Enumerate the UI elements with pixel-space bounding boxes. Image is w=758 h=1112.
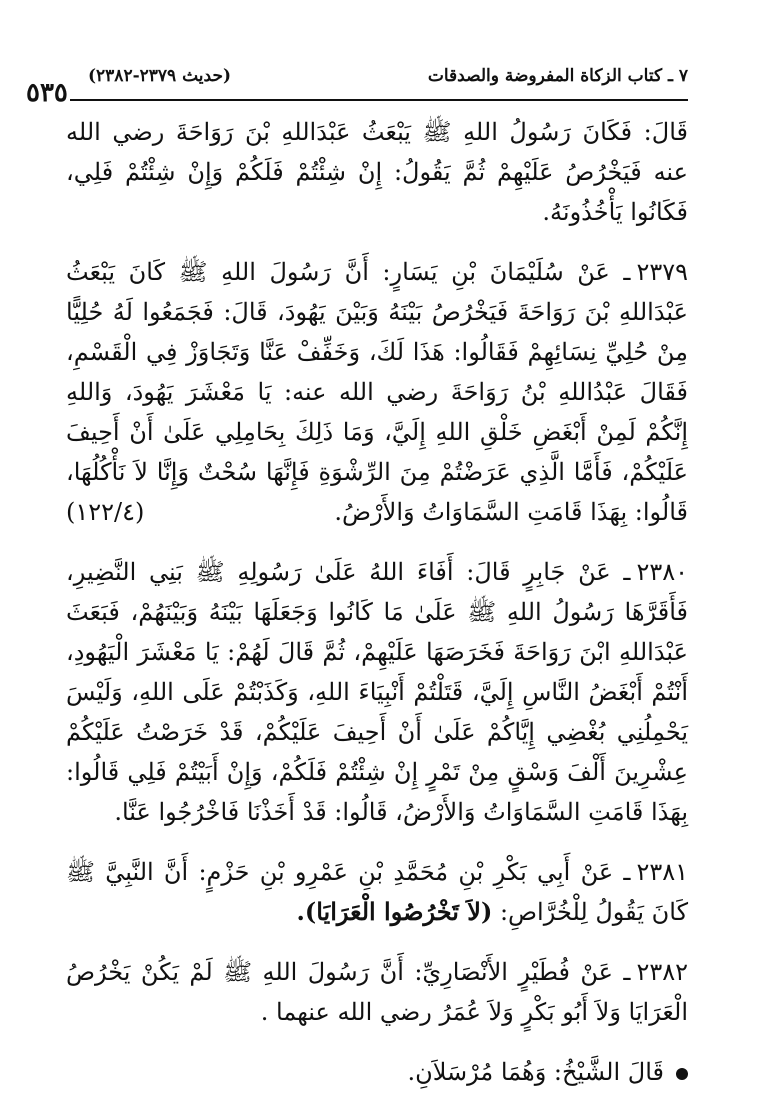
hadith-quote: (لاَ تَخْرُصُوا الْعَرَايَا). (296, 897, 493, 926)
book-title: ٧ ـ كتاب الزكاة المفروضة والصدقات (427, 66, 688, 86)
page-body (66, 112, 688, 1092)
sheikh-note (66, 1052, 688, 1092)
hadith-2380 (66, 552, 688, 832)
hadith-text: ـ عَنْ جَابِرٍ قَالَ: أَفَاءَ اللهُ عَلَىٰ رَسُولِهِ ﷺ بَنِي النَّضِيرِ، فَأَقَرَّهَا رَسُولُ اللهِ ﷺ عَلَىٰ مَا كَانُوا وَجَعَلَهَا بَيْنَهُ وَبَيْنَهُمْ، فَبَعَثَ عَبْدَاللهِ ابْنَ رَوَاحَةَ فَخَرَصَهَا عَلَيْهِمْ، ثُمَّ قَالَ لَهُمْ: يَا مَعْشَرَ الْيَهُودِ، أَنْتُمْ أَبْغَضُ النَّاسِ إِلَيَّ، قَتَلْتُمْ أَنْبِيَاءَ اللهِ، وَكَذَبْتُمْ عَلَى اللهِ، وَلَيْسَ يَحْمِلُنِي بُغْضِي إِيَّاكُمْ عَلَىٰ أَنْ أَحِيفَ عَلَيْكُمْ، قَدْ خَرَصْتُ عَلَيْكُمْ عِشْرِينَ أَلْفَ وَسْقٍ مِنْ تَمْرٍ إِنْ شِئْتُمْ فَلَكُمْ، وَإِنْ أَبَيْتُمْ فَلِي قَالُوا: بِهَذَا قَامَتِ السَّمَاوَاتُ وَالأَرْضُ، قَالُوا: قَدْ أَخَذْنَا فَاخْرُجُوا عَنَّا. (66, 558, 688, 826)
hadith-text: ـ عَنْ سُلَيْمَانَ بْنِ يَسَارٍ: أَنَّ رَسُولَ اللهِ ﷺ كَانَ يَبْعَثُ عَبْدَاللهِ بْنَ رَوَاحَةَ فَيَخْرُصُ بَيْنَهُ وَبَيْنَ يَهُودَ، قَالَ: فَجَمَعُوا لَهُ حُلِيًّا مِنْ حُلِيِّ نِسَائِهِمْ فَقَالُوا: هَذَا لَكَ، وَخَفِّفْ عَنَّا وَتَجَاوَزْ فِي الْقَسْمِ، فَقَالَ عَبْدُاللهِ بْنُ رَوَاحَةَ رضي الله عنه: يَا مَعْشَرَ يَهُودَ، وَاللهِ إِنَّكُمْ لَمِنْ أَبْغَضِ خَلْقِ اللهِ إِلَيَّ، وَمَا ذَلِكَ بِحَامِلِي عَلَىٰ أَنْ أَحِيفَ عَلَيْكُمْ، فَأَمَّا الَّذِي عَرَضْتُمْ مِنَ الرِّشْوَةِ فَإِنَّهَا سُحْتٌ وَإِنَّا لاَ نَأْكُلُهَا، قَالُوا: بِهَذَا قَامَتِ السَّمَاوَاتُ وَالأَرْضُ. (66, 258, 688, 526)
note-text: قَالَ الشَّيْخُ: وَهُمَا مُرْسَلاَنِ. (407, 1058, 664, 1086)
hadith-number: ٢٣٨١ (636, 858, 688, 886)
hadith-2381 (66, 852, 688, 932)
hadith-range: (حديث ٢٣٧٩-٢٣٨٢) (88, 66, 231, 86)
hadith-text: ـ عَنْ فُطَيْرٍ الأَنْصَارِيِّ: أَنَّ رَسُولَ اللهِ ﷺ لَمْ يَكُنْ يَخْرُصُ الْعَرَايَا وَلاَ أَبُو بَكْرٍ وَلاَ عُمَرُ رضي الله عنهما . (66, 958, 688, 1026)
hadith-reference: (١٢٢/٤) (66, 498, 145, 526)
hadith-number: ٢٣٨٠ (636, 558, 688, 586)
page-number: ٥٣٥ (26, 78, 68, 108)
hadith-2382 (66, 952, 688, 1032)
hadith-number: ٢٣٨٢ (636, 958, 688, 986)
bullet-icon (676, 1068, 688, 1080)
hadith-number: ٢٣٧٩ (636, 258, 688, 286)
running-header (88, 66, 688, 96)
intro-paragraph: قَالَ: فَكَانَ رَسُولُ اللهِ ﷺ يَبْعَثُ عَبْدَاللهِ بْنَ رَوَاحَةَ رضي الله عنه فَيَخْرُصُ عَلَيْهِمْ ثُمَّ يَقُولُ: إِنْ شِئْتُمْ فَلَكُمْ وَإِنْ شِئْتُمْ فَلِي، فَكَانُوا يَأْخُذُونَهُ. (66, 118, 688, 226)
header-rule (70, 99, 688, 101)
hadith-2379 (66, 252, 688, 532)
hadith-text: ـ عَنْ أَبِي بَكْرِ بْنِ مُحَمَّدِ بْنِ عَمْرِو بْنِ حَزْمٍ: أَنَّ النَّبِيَّ ﷺ كَانَ يَقُولُ لِلْخُرَّاصِ: (66, 858, 688, 926)
